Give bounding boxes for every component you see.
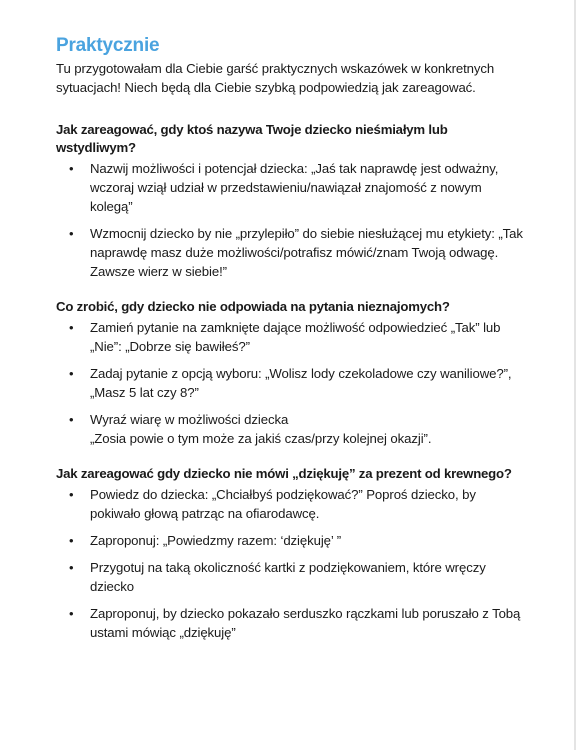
intro-paragraph: Tu przygotowałam dla Ciebie garść praktycznych wskazówek w konkretnych sytuacjach! Niech będą dla Ciebie szybką podpowiedzią jak zareagować.: [56, 61, 495, 95]
list-item: [56, 318, 526, 356]
list-item-text: Nazwij możliwości i potencjał dziecka: „Jaś tak naprawdę jest odważny, wczoraj wziął udział w przedstawieniu/nawiązał znajomość z nowym kolegą”: [90, 161, 499, 214]
list-item: [56, 159, 526, 216]
bullet-icon: •: [69, 487, 74, 502]
bullet-icon: •: [69, 226, 74, 241]
list-item: [56, 410, 526, 448]
list-item-text: Wyraź wiarę w możliwości dziecka „Zosia powie o tym może za jakiś czas/przy kolejnej okazji”.: [90, 412, 432, 446]
bullet-icon: •: [69, 366, 74, 381]
bullet-icon: •: [69, 412, 74, 427]
bullet-icon: •: [69, 320, 74, 335]
list-item: [56, 604, 526, 642]
list-item-text: Zaproponuj, by dziecko pokazało serduszko rączkami lub poruszało z Tobą ustami mówiąc „dziękuję”: [90, 606, 521, 640]
bullet-icon: •: [69, 161, 74, 176]
list-item-text: Powiedz do dziecka: „Chciałbyś podziękować?” Poproś dziecko, by pokiwało głową patrząc na ofiarodawcę.: [90, 487, 476, 521]
list-item-text: Zaproponuj: „Powiedzmy razem: ‘dziękuję’ ”: [90, 533, 342, 548]
list-item: [56, 364, 526, 402]
list-item-text: Zadaj pytanie z opcją wyboru: „Wolisz lody czekoladowe czy waniliowe?”, „Masz 5 lat czy 8?”: [90, 366, 512, 400]
section-heading: Jak zareagować gdy dziecko nie mówi „dziękuję” za prezent od krewnego?: [56, 466, 512, 481]
list-item-text: Wzmocnij dziecko by nie „przylepiło” do siebie niesłużącej mu etykiety: „Tak naprawdę masz duże możliwości/potrafisz mówić/znam Twoją odwagę. Zawsze wierz w siebie!”: [90, 226, 523, 279]
list-item: [56, 531, 526, 550]
bullet-list: [56, 159, 526, 281]
section-thank-you: [56, 465, 526, 642]
page-title: Praktycznie: [56, 35, 160, 56]
list-item-text: Zamień pytanie na zamknięte dające możliwość odpowiedzieć „Tak” lub „Nie”: „Dobrze się bawiłeś?”: [90, 320, 501, 354]
bullet-list: [56, 318, 526, 448]
bullet-list: [56, 485, 526, 642]
document-content: [56, 34, 526, 650]
bullet-icon: •: [69, 533, 74, 548]
list-item: [56, 558, 526, 596]
list-item: [56, 224, 526, 281]
list-item: [56, 485, 526, 523]
list-item-text: Przygotuj na taką okoliczność kartki z podziękowaniem, które wręczy dziecko: [90, 560, 486, 594]
bullet-icon: •: [69, 606, 74, 621]
section-heading: Co zrobić, gdy dziecko nie odpowiada na pytania nieznajomych?: [56, 299, 450, 314]
section-strangers: [56, 298, 526, 448]
section-shy-label: [56, 121, 526, 281]
section-heading: Jak zareagować, gdy ktoś nazywa Twoje dziecko nieśmiałym lub wstydliwym?: [56, 122, 448, 155]
bullet-icon: •: [69, 560, 74, 575]
